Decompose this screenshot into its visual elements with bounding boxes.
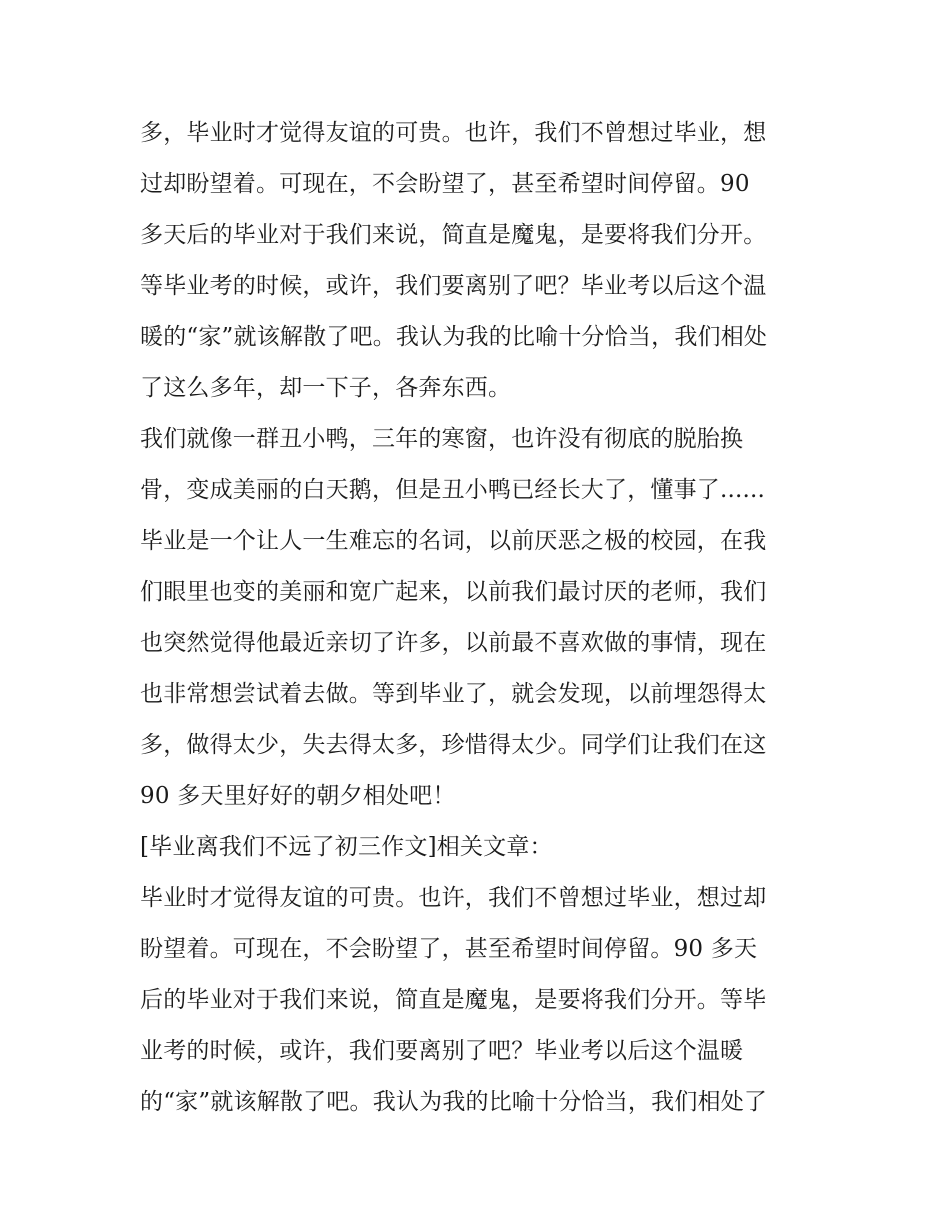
text-line: 多，做得太少，失去得太多，珍惜得太少。同学们让我们在这 bbox=[140, 732, 767, 758]
text-line: 也突然觉得他最近亲切了许多，以前最不喜欢做的事情，现在 bbox=[140, 630, 767, 656]
text-line: 我们就像一群丑小鸭，三年的寒窗，也许没有彻底的脱胎换 bbox=[140, 426, 744, 452]
text-line: 业考的时候，或许，我们要离别了吧？毕业考以后这个温暖 bbox=[140, 1038, 744, 1064]
text-line: 等毕业考的时候，或许，我们要离别了吧？毕业考以后这个温 bbox=[140, 273, 767, 299]
text-line: 90 多天里好好的朝夕相处吧！ bbox=[140, 783, 456, 809]
text-line: 盼望着。可现在，不会盼望了，甚至希望时间停留。90 多天 bbox=[140, 936, 758, 962]
text-line: 多，毕业时才觉得友谊的可贵。也许，我们不曾想过毕业，想 bbox=[140, 120, 767, 146]
text-line: 骨，变成美丽的白天鹅，但是丑小鸭已经长大了，懂事了...... bbox=[140, 477, 766, 503]
document-body bbox=[140, 108, 820, 1128]
related-articles-heading: [毕业离我们不远了初三作文]相关文章： bbox=[140, 834, 553, 860]
text-line: 也非常想尝试着去做。等到毕业了，就会发现，以前埋怨得太 bbox=[140, 681, 767, 707]
text-line: 多天后的毕业对于我们来说，简直是魔鬼，是要将我们分开。 bbox=[140, 222, 767, 248]
text-line: 毕业时才觉得友谊的可贵。也许，我们不曾想过毕业，想过却 bbox=[140, 885, 767, 911]
text-line: 暖的“家”就该解散了吧。我认为我的比喻十分恰当，我们相处 bbox=[140, 324, 768, 350]
text-line: 过却盼望着。可现在，不会盼望了，甚至希望时间停留。90 bbox=[140, 171, 750, 197]
text-line: 的“家”就该解散了吧。我认为我的比喻十分恰当，我们相处了 bbox=[140, 1089, 768, 1115]
text-line: 后的毕业对于我们来说，简直是魔鬼，是要将我们分开。等毕 bbox=[140, 987, 767, 1013]
text-line: 毕业是一个让人一生难忘的名词，以前厌恶之极的校园，在我 bbox=[140, 528, 767, 554]
text-line: 了这么多年，却一下子，各奔东西。 bbox=[140, 375, 512, 401]
text-line: 们眼里也变的美丽和宽广起来，以前我们最讨厌的老师，我们 bbox=[140, 579, 767, 605]
